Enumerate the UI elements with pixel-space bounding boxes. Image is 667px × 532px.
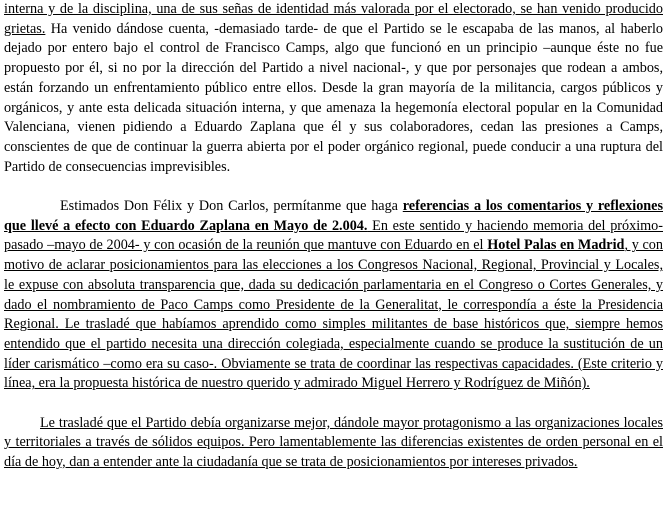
paragraph-3-body: Le trasladé que el Partido debía organizarse mejor, dándole mayor protagonismo a las organizaciones locales y territoriales a través de sólidos equipos. Pero lamentablemente las diferencias existentes de orden personal en el día de hoy, dan a entender ante la ciudadanía que se trata de posicionamientos por intereses privados. — [4, 414, 663, 471]
paragraph-1 — [4, 0, 663, 177]
paragraph-2-body-a: En este sentido y haciendo memoria del próximo-pasado –mayo de 2004- y con ocasión de la reunión que mantuve con Eduardo en el — [4, 217, 663, 254]
paragraph-spacer — [4, 177, 663, 197]
paragraph-2 — [4, 197, 663, 394]
paragraph-2-body-b: , y con motivo de aclarar posicionamientos para las elecciones a los Congresos Nacional, Regional, Provincial y Locales, le expuse con absoluta transparencia que, dada su dedicación parlamentaria en el Congreso o Cortes Generales, y dado el nombramiento de Paco Camps como Presidente de la Generalitat, le correspondía a éste la Presidencia Regional. Le trasladé que habíamos aprendido como simples militantes de base históricos que, siempre hemos entendido que el partido necesita una dirección colegiada, especialmente cuando se produce la sustitución de un líder carismático –como era su caso-. Obviamente se trata de coordinar las respectivas capacidades. (Este criterio y línea, era la propuesta histórica de nuestro querido y admirado Miguel Herrero y Rodríguez de Miñón). — [4, 237, 663, 392]
paragraph-2-intro: Estimados Don Félix y Don Carlos, permítanme que haga — [60, 198, 403, 215]
paragraph-1-underlined-lead: interna y de la disciplina, una de sus señas de identidad más valorada por el electorado, se han venido producido grietas. — [4, 1, 663, 37]
paragraph-spacer — [4, 394, 663, 414]
paragraph-3 — [4, 414, 663, 473]
paragraph-2-hotel-name: Hotel Palas en Madrid — [487, 237, 625, 254]
paragraph-1-body: Ha venido dándose cuenta, -demasiado tarde- de que el Partido se le escapaba de las manos, al haberlo dejado por entero bajo el control de Francisco Camps, algo que funcionó en un principio –aunque éste no fue propuesto por él, si no por la dirección del Partido a nivel nacional-, y que por personajes que rodean a ambos, están forzando un enfrentamiento público entre ellos. Desde la gran mayoría de la militancia, cargos públicos y orgánicos, y ante esta delicada situación interna, y que amenaza la hegemonía electoral popular en la Comunidad Valenciana, vienen pidiendo a Eduardo Zaplana que él y sus colaboradores, cedan las presiones a Camps, conscientes de que de continuar la guerra abierta por el poder orgánico regional, puede conducir a una ruptura del Partido de consecuencias imprevisibles. — [4, 20, 663, 175]
paragraph-2-bold-heading: referencias a los comentarios y reflexiones que llevé a efecto con Eduardo Zaplana en Mayo de 2.004. — [4, 198, 663, 234]
